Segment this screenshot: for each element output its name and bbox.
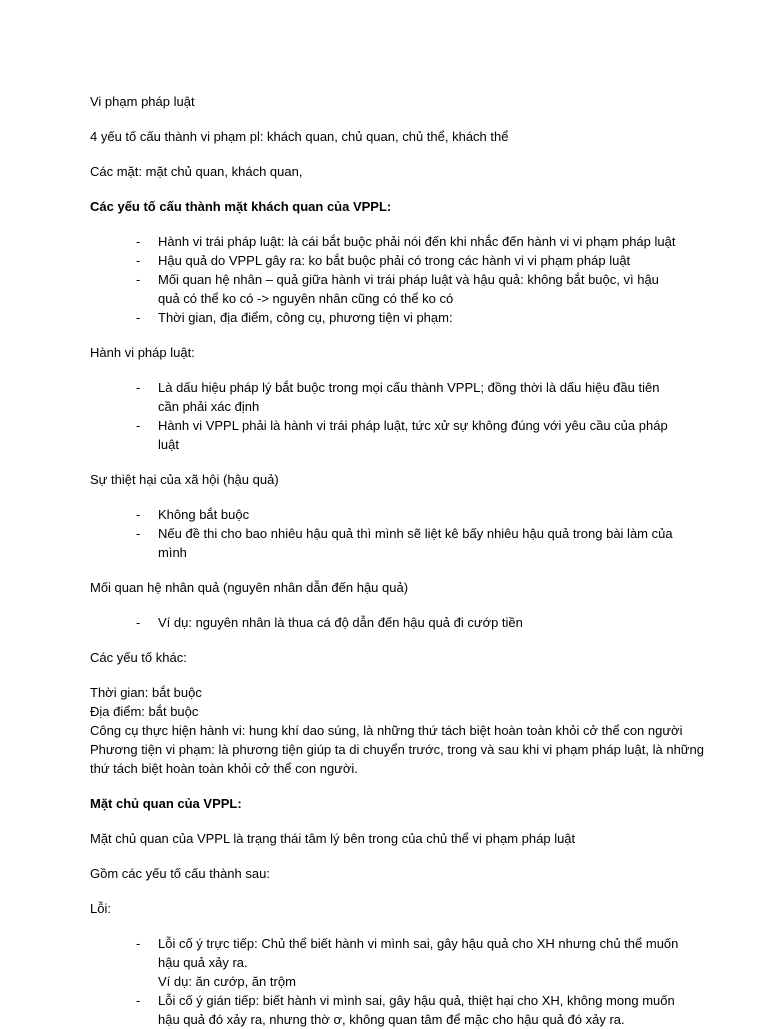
paragraph-causal-relation: Mối quan hệ nhân quả (nguyên nhân dẫn đến hậu quả) bbox=[90, 580, 409, 595]
paragraph-aspects: Các mặt: mặt chủ quan, khách quan, bbox=[90, 164, 303, 179]
line-tool: Công cụ thực hiện hành vi: hung khí dao súng, là những thứ tách biệt hoàn toàn khỏi cở thể con người bbox=[90, 723, 683, 738]
fault-direct-example: Ví dụ: ăn cướp, ăn trộm bbox=[158, 974, 296, 989]
paragraph-components: Gồm các yếu tố cấu thành sau: bbox=[90, 866, 270, 881]
list-item: - Nếu đề thi cho bao nhiêu hậu quả thì mình sẽ liệt kê bấy nhiêu hậu quả trong bài làm của mình bbox=[90, 524, 708, 562]
list-item: - Ví dụ: nguyên nhân là thua cá độ dẫn đến hậu quả đi cướp tiền bbox=[90, 613, 708, 632]
heading-objective-aspect: Các yếu tố cấu thành mặt khách quan của VPPL: bbox=[90, 199, 392, 214]
doc-title: Vi phạm pháp luật bbox=[90, 94, 195, 109]
paragraph-four-elements: 4 yếu tố cấu thành vi phạm pl: khách quan, chủ quan, chủ thể, khách thể bbox=[90, 129, 509, 144]
paragraph-other-elements: Các yếu tố khác: bbox=[90, 650, 187, 665]
paragraph-subjective-definition: Mặt chủ quan của VPPL là trạng thái tâm lý bên trong của chủ thể vi phạm pháp luật bbox=[90, 831, 576, 846]
fault-direct-text: Lỗi cố ý trực tiếp: Chủ thể biết hành vi mình sai, gây hậu quả cho XH nhưng chủ thể muốn hậu quả xảy ra. bbox=[158, 936, 679, 970]
line-place: Địa điểm: bắt buộc bbox=[90, 704, 199, 719]
line-time: Thời gian: bắt buộc bbox=[90, 685, 202, 700]
line-means: Phương tiện vi phạm: là phương tiện giúp ta di chuyển trước, trong và sau khi vi phạm pháp luật, là những thứ tách biệt hoàn toàn khỏi cở thể con người. bbox=[90, 742, 704, 776]
paragraph-social-damage: Sự thiệt hại của xã hội (hậu quả) bbox=[90, 472, 279, 487]
list-item: - Mối quan hệ nhân – quả giữa hành vi trái pháp luật và hậu quả: không bắt buộc, vì hậu quả có thể ko có -> nguyên nhân cũng có thể ko có bbox=[90, 270, 708, 308]
other-elements-lines bbox=[90, 683, 708, 778]
list-item: - Là dấu hiệu pháp lý bắt buộc trong mọi cấu thành VPPL; đồng thời là dấu hiệu đầu tiên cần phải xác định bbox=[90, 378, 708, 416]
list-social-damage bbox=[90, 505, 708, 562]
list-item: - Không bắt buộc bbox=[90, 505, 708, 524]
list-item: - Hậu quả do VPPL gây ra: ko bắt buộc phải có trong các hành vi vi phạm pháp luật bbox=[90, 251, 708, 270]
list-objective-elements bbox=[90, 232, 708, 327]
list-item: - Thời gian, địa điểm, công cụ, phương tiện vi phạm: bbox=[90, 308, 708, 327]
list-item bbox=[90, 934, 708, 991]
heading-subjective-aspect: Mặt chủ quan của VPPL: bbox=[90, 796, 242, 811]
list-causal-relation bbox=[90, 613, 708, 632]
list-fault-types bbox=[90, 934, 708, 1029]
paragraph-legal-behavior: Hành vi pháp luật: bbox=[90, 345, 195, 360]
list-item: - Hành vi VPPL phải là hành vi trái pháp luật, tức xử sự không đúng với yêu cầu của pháp luật bbox=[90, 416, 708, 454]
paragraph-fault: Lỗi: bbox=[90, 901, 111, 916]
list-legal-behavior bbox=[90, 378, 708, 454]
list-item: - Lỗi cố ý gián tiếp: biết hành vi mình sai, gây hậu quả, thiệt hại cho XH, không mong muốn hậu quả đó xảy ra, nhưng thờ ơ, không quan tâm để mặc cho hậu quả đó xảy ra. bbox=[90, 991, 708, 1029]
list-item: - Hành vi trái pháp luật: là cái bắt buộc phải nói đến khi nhắc đến hành vi vi phạm pháp luật bbox=[90, 232, 708, 251]
